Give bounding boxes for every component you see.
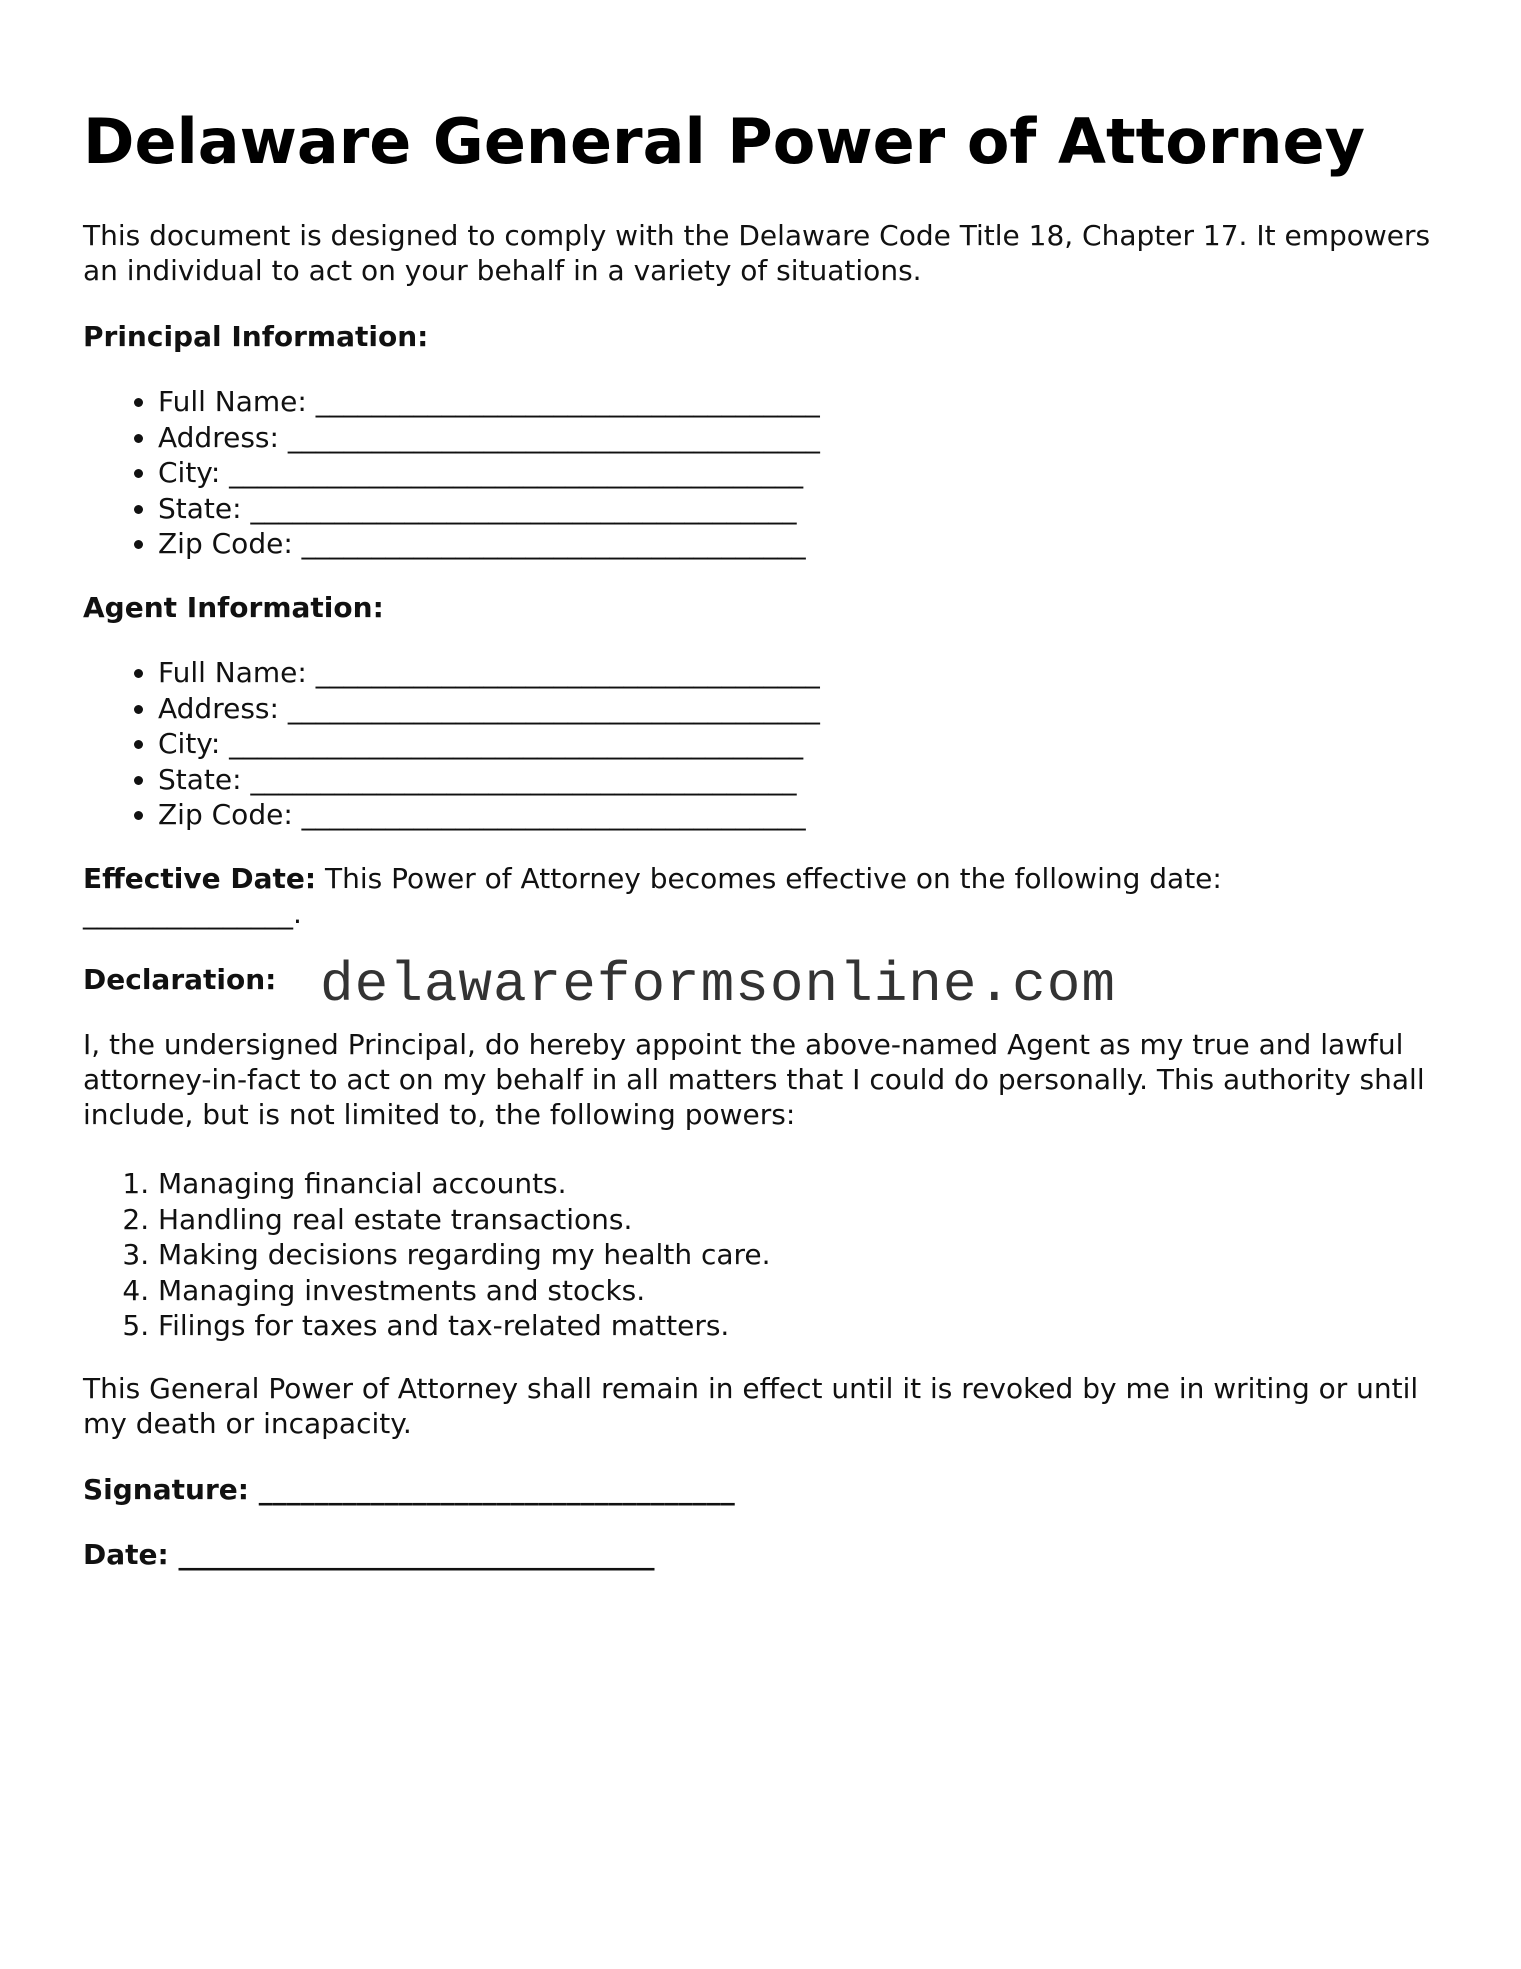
- document-title: Delaware General Power of Attorney: [83, 105, 1366, 178]
- agent-fields-list: [83, 655, 820, 833]
- principal-city-field[interactable]: • City: _________________________________________: [158, 455, 820, 491]
- agent-heading: Agent Information:: [83, 591, 384, 624]
- signature-line[interactable]: __________________________________: [258, 1473, 735, 1506]
- power-item: 5. Filings for taxes and tax-related matters.: [158, 1308, 771, 1344]
- declaration-heading: Declaration:: [83, 963, 277, 996]
- principal-heading: Principal Information:: [83, 320, 429, 353]
- power-item: 3. Making decisions regarding my health care.: [158, 1237, 771, 1273]
- date-line[interactable]: __________________________________: [178, 1538, 655, 1571]
- revocation-paragraph: This General Power of Attorney shall remain in effect until it is revoked by me in writing or until my death or incapacity.: [83, 1372, 1419, 1440]
- power-item: 1. Managing financial accounts.: [158, 1166, 771, 1202]
- declaration-paragraph: I, the undersigned Principal, do hereby appoint the above-named Agent as my true and lawful attorney-in-fact to act on my behalf in all matters that I could do personally. This authority shall include, but is not limited to, the following powers:: [83, 1028, 1425, 1131]
- agent-state-field[interactable]: • State: _______________________________________: [158, 762, 820, 798]
- intro-paragraph: This document is designed to comply with the Delaware Code Title 18, Chapter 17. It empowers an individual to act on your behalf in a variety of situations.: [83, 219, 1431, 287]
- agent-full-name-field[interactable]: • Full Name: ____________________________________: [158, 655, 820, 691]
- principal-address-field[interactable]: • Address: ______________________________________: [158, 420, 820, 456]
- power-item: 2. Handling real estate transactions.: [158, 1202, 771, 1238]
- agent-address-field[interactable]: • Address: ______________________________________: [158, 691, 820, 727]
- watermark-text: delawareformsonline.com: [320, 953, 1116, 1017]
- signature-label: Signature:: [83, 1473, 249, 1506]
- principal-state-field[interactable]: • State: _______________________________________: [158, 491, 820, 527]
- principal-fields-list: [83, 384, 820, 562]
- effective-date-paragraph: [83, 861, 1443, 931]
- signature-row: [83, 1472, 735, 1507]
- date-label: Date:: [83, 1538, 169, 1571]
- principal-full-name-field[interactable]: • Full Name: ____________________________________: [158, 384, 820, 420]
- effective-date-label: Effective Date:: [83, 862, 317, 895]
- agent-zip-code-field[interactable]: • Zip Code: ____________________________________: [158, 797, 820, 833]
- powers-list: [83, 1166, 771, 1344]
- principal-zip-code-field[interactable]: • Zip Code: ____________________________________: [158, 526, 820, 562]
- date-row: [83, 1537, 654, 1572]
- agent-city-field[interactable]: • City: _________________________________________: [158, 726, 820, 762]
- power-item: 4. Managing investments and stocks.: [158, 1273, 771, 1309]
- effective-date-text[interactable]: This Power of Attorney becomes effective on the following date: _______________.: [83, 862, 1222, 930]
